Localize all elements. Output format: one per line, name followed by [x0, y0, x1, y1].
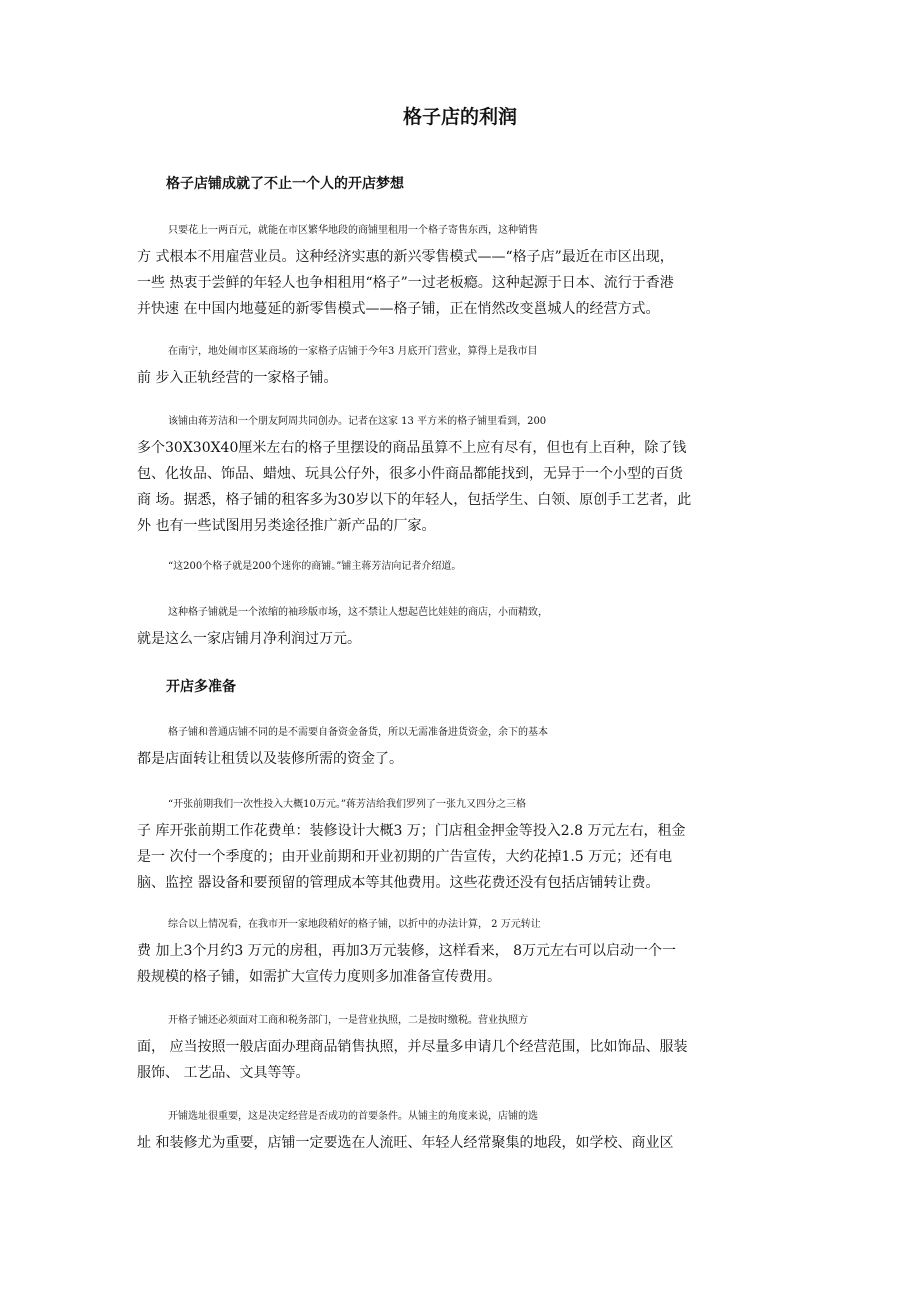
paragraph-line: 一些 热衷于尝鲜的年轻人也争相租用“格子”一过老板瘾。这种起源于日本、流行于香港 [137, 275, 674, 291]
paragraph [137, 218, 797, 322]
paragraph-line: 是一 次付一个季度的；由开业前期和开业初期的广告宣传，大约花掉1.5 万元；还有电 [137, 849, 673, 865]
paragraph [137, 792, 797, 896]
paragraph [137, 339, 797, 391]
paragraph [137, 1104, 797, 1156]
paragraph-line: 外 也有一些试图用另类途径推广新产品的厂家。 [137, 518, 436, 534]
document-title: 格子店的利润 [402, 106, 517, 128]
paragraph-line: 并快速 在中国内地蔓延的新零售模式——格子铺，正在悄然改变邕城人的经营方式。 [137, 301, 660, 317]
paragraph-line: 该铺由蒋芳洁和一个朋友阿周共同创办。记者在这家 13 平方米的格子铺里看到，200 [168, 416, 547, 427]
paragraph-line: “开张前期我们一次性投入大概10万元。”蒋芳洁给我们罗列了一张九又四分之三格 [168, 799, 526, 810]
paragraph [137, 600, 797, 652]
paragraph-line: 面， 应当按照一般店面办理商品销售执照，并尽量多申请几个经营范围，比如饰品、服装 [137, 1039, 688, 1055]
paragraph-line: 开铺选址很重要，这是决定经营是否成功的首要条件。从铺主的角度来说，店铺的选 [168, 1111, 538, 1122]
paragraph [137, 409, 797, 539]
paragraph [137, 720, 797, 772]
paragraph-line: 方 式根本不用雇营业员。这种经济实惠的新兴零售模式——“格子店”最近在市区出现， [137, 249, 674, 265]
paragraph-line: 般规模的格子铺，如需扩大宣传力度则多加准备宣传费用。 [137, 969, 501, 985]
paragraph-line: 服饰、 工艺品、文具等等。 [137, 1065, 310, 1081]
paragraph-line: 开格子铺还必须面对工商和税务部门，一是营业执照，二是按时缴税。营业执照方 [168, 1015, 528, 1026]
paragraph-line: 脑、监控 器设备和要预留的管理成本等其他费用。这些花费还没有包括店铺转让费。 [137, 875, 660, 891]
paragraph-line: 格子铺和普通店铺不同的是不需要自备资金备货，所以无需准备进货资金，余下的基本 [168, 727, 548, 738]
paragraph-line: 就是这么一家店铺月净利润过万元。 [137, 631, 361, 647]
section-heading: 格子店铺成就了不止一个人的开店梦想 [166, 176, 404, 192]
paragraph-line: 只要花上一两百元，就能在市区繁华地段的商铺里租用一个格子寄售东西，这种销售 [168, 225, 538, 236]
paragraph-line: 在南宁，地处闹市区某商场的一家格子店铺于今年3 月底开门营业，算得上是我市目 [168, 346, 538, 357]
paragraph-line: 费 加上3个月约3 万元的房租，再加3万元装修，这样看来， 8万元左右可以启动一个一 [137, 943, 676, 959]
paragraph-line: 综合以上情况看，在我市开一家地段稍好的格子铺，以折中的办法计算， 2 万元转让 [168, 919, 541, 930]
section-heading: 开店多准备 [166, 679, 236, 695]
paragraph-line: 子 库开张前期工作花费单：装修设计大概3 万；门店租金押金等投入2.8 万元左右，租金 [137, 823, 686, 839]
paragraph-line: 前 步入正轨经营的一家格子铺。 [137, 370, 338, 386]
paragraph-line: 包、化妆品、饰品、蜡烛、玩具公仔外，很多小件商品都能找到，无异于一个小型的百货 [137, 466, 683, 482]
paragraph [137, 1008, 797, 1086]
paragraph-line: 商 场。据悉，格子铺的租客多为30岁以下的年轻人，包括学生、白领、原创手工艺者，此 [137, 492, 692, 508]
paragraph-line: 都是店面转让租赁以及装修所需的资金了。 [137, 751, 403, 767]
paragraph-line: 多个30X30X40厘米左右的格子里摆设的商品虽算不上应有尽有，但也有上百种，除了钱 [137, 440, 687, 456]
paragraph-line: 址 和装修尤为重要，店铺一定要选在人流旺、年轻人经常聚集的地段，如学校、商业区 [137, 1135, 674, 1151]
paragraph-line: 这种格子铺就是一个浓缩的袖珍版市场，这不禁让人想起芭比娃娃的商店，小而精致， [168, 607, 548, 618]
paragraph [137, 912, 797, 990]
paragraph [137, 554, 797, 580]
paragraph-line: “这200个格子就是200个迷你的商铺。”铺主蒋芳洁向记者介绍道。 [168, 561, 462, 572]
